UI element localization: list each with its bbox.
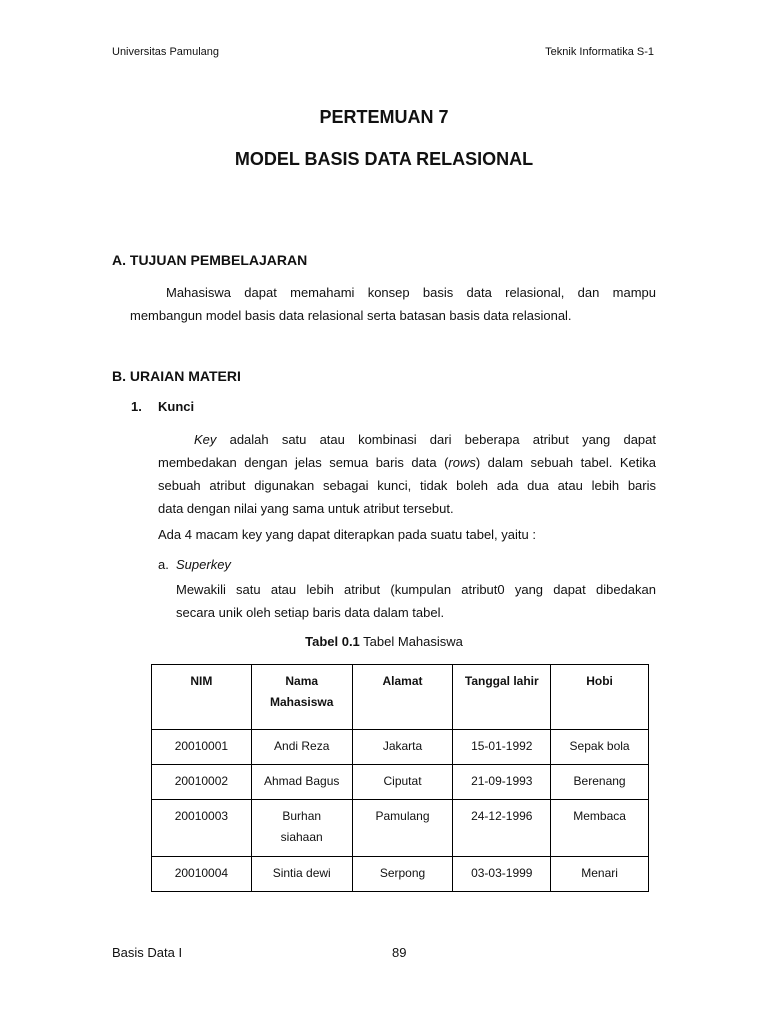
section-b-heading: B. URAIAN MATERI — [112, 368, 241, 384]
cell-tanggal-lahir: 15-01-1992 — [453, 730, 551, 765]
table-row — [152, 800, 649, 857]
cell-hobi: Sepak bola — [551, 730, 649, 765]
cell-alamat: Pamulang — [352, 800, 453, 857]
header-nama — [251, 665, 352, 730]
cell-nama: Ahmad Bagus — [251, 765, 352, 800]
cell-tanggal-lahir: 24-12-1996 — [453, 800, 551, 857]
header-left: Universitas Pamulang — [112, 46, 219, 58]
subsection-number: 1. — [131, 399, 142, 414]
cell-nama-line-1: Burhan — [282, 809, 322, 823]
kunci-line-1-rest: adalah satu atau kombinasi dari beberapa atribut yang dapat — [216, 432, 656, 447]
page-title: MODEL BASIS DATA RELASIONAL — [234, 149, 534, 169]
table-caption-text: Tabel Mahasiswa — [359, 634, 463, 649]
subsection-title: Kunci — [158, 399, 195, 414]
kunci-line-3: sebuah atribut digunakan sebagai kunci, tidak boleh ada dua atau lebih baris — [158, 478, 656, 493]
cell-nama: Andi Reza — [251, 730, 352, 765]
header-alamat: Alamat — [352, 665, 453, 730]
cell-nim: 20010001 — [152, 730, 252, 765]
mahasiswa-table — [151, 664, 649, 892]
header-tanggal-lahir: Tanggal lahir — [453, 665, 551, 730]
item-a-marker: a. — [158, 557, 169, 572]
table-row — [152, 730, 649, 765]
cell-alamat: Jakarta — [352, 730, 453, 765]
table-caption-label: Tabel 0.1 — [305, 634, 360, 649]
footer-page-number: 89 — [392, 945, 407, 960]
cell-nama — [251, 800, 352, 857]
table-row — [152, 765, 649, 800]
item-a-line-1: Mewakili satu atau lebih atribut (kumpulan atribut0 yang dapat dibedakan — [176, 582, 656, 597]
cell-hobi: Berenang — [551, 765, 649, 800]
header-nama-line-1: Nama — [285, 674, 319, 688]
footer-course: Basis Data I — [112, 945, 183, 960]
kunci-line-1 — [158, 428, 656, 451]
header-hobi: Hobi — [551, 665, 649, 730]
rows-term: rows — [448, 455, 476, 470]
table-caption — [0, 634, 768, 649]
header-nama-line-2: Mahasiswa — [270, 695, 334, 709]
key-types-paragraph: Ada 4 macam key yang dapat diterapkan pada suatu tabel, yaitu : — [158, 527, 536, 542]
cell-nim: 20010004 — [152, 857, 252, 892]
cell-nim: 20010003 — [152, 800, 252, 857]
kunci-line-2-a: membedakan dengan jelas semua baris data ( — [158, 455, 449, 470]
key-term: Key — [194, 432, 217, 447]
kunci-paragraph — [158, 428, 656, 520]
header-right: Teknik Informatika S-1 — [545, 46, 654, 58]
section-a-line-2: membangun model basis data relasional serta batasan basis data relasional. — [130, 308, 572, 323]
table-header-row — [152, 665, 649, 730]
item-a-title: Superkey — [176, 557, 231, 572]
cell-nama-line-2: siahaan — [280, 830, 323, 844]
section-a-paragraph — [130, 281, 656, 327]
item-a-description — [176, 578, 656, 624]
header-nim: NIM — [152, 665, 252, 730]
item-a-line-2: secara unik oleh setiap baris data dalam tabel. — [176, 605, 445, 620]
kunci-line-4: data dengan nilai yang sama untuk atribut tersebut. — [158, 501, 454, 516]
cell-alamat: Ciputat — [352, 765, 453, 800]
kunci-line-2-b: ) dalam sebuah tabel. Ketika — [475, 455, 656, 470]
cell-nim: 20010002 — [152, 765, 252, 800]
cell-hobi: Membaca — [551, 800, 649, 857]
section-a-line-1: Mahasiswa dapat memahami konsep basis data relasional, dan mampu — [166, 285, 656, 300]
page-title-meeting: PERTEMUAN 7 — [319, 107, 449, 127]
cell-tanggal-lahir: 21-09-1993 — [453, 765, 551, 800]
section-a-heading: A. TUJUAN PEMBELAJARAN — [112, 252, 308, 268]
cell-alamat: Serpong — [352, 857, 453, 892]
kunci-line-2 — [158, 451, 656, 474]
table-row — [152, 857, 649, 892]
cell-hobi: Menari — [551, 857, 649, 892]
cell-tanggal-lahir: 03-03-1999 — [453, 857, 551, 892]
cell-nama: Sintia dewi — [251, 857, 352, 892]
